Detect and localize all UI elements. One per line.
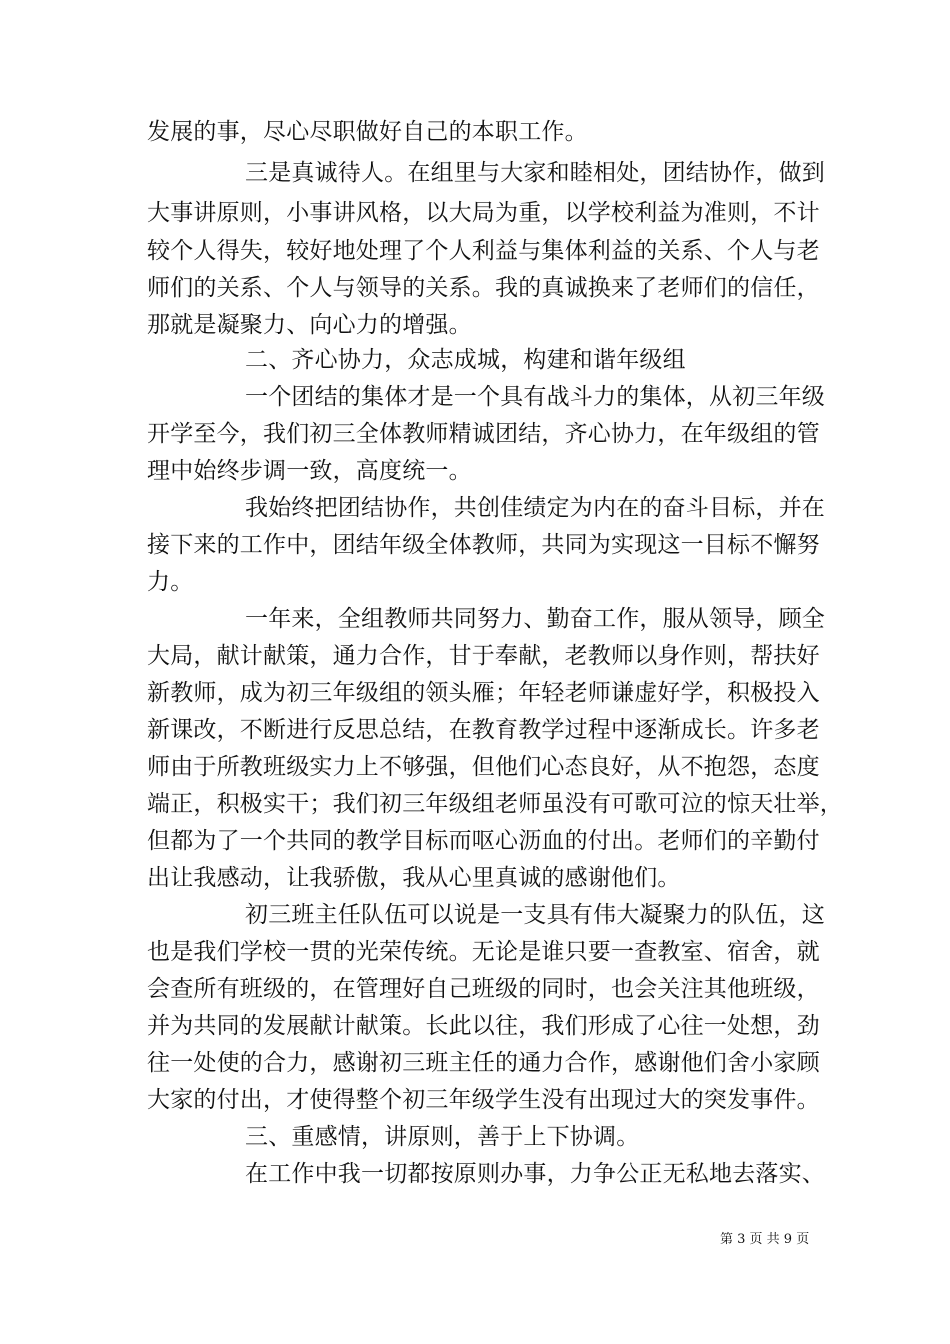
text-line: 一年来，全组教师共同努力、勤奋工作，服从领导，顾全 (245, 606, 825, 632)
text-line: 师由于所教班级实力上不够强，但他们心态良好，从不抱怨，态度 (147, 754, 820, 780)
text-line: 力。 (147, 569, 194, 595)
text-line: 初三班主任队伍可以说是一支具有伟大凝聚力的队伍，这 (245, 902, 825, 928)
text-line: 大局，献计献策，通力合作，甘于奉献，老教师以身作则，帮扶好 (147, 643, 820, 669)
text-line: 并为共同的发展献计献策。长此以往，我们形成了心往一处想，劲 (147, 1013, 820, 1039)
text-line: 一个团结的集体才是一个具有战斗力的集体，从初三年级 (245, 384, 825, 410)
text-line: 新教师，成为初三年级组的领头雁；年轻老师谦虚好学，积极投入 (147, 680, 820, 706)
text-line: 三是真诚待人。在组里与大家和睦相处，团结协作，做到 (245, 160, 825, 186)
text-line: 发展的事，尽心尽职做好自己的本职工作。 (147, 119, 588, 145)
text-line: 端正，积极实干；我们初三年级组老师虽没有可歌可泣的惊天壮举， (147, 791, 843, 817)
text-line: 大事讲原则，小事讲风格，以大局为重，以学校利益为准则，不计 (147, 200, 820, 226)
text-line: 我始终把团结协作，共创佳绩定为内在的奋斗目标，并在 (245, 495, 825, 521)
section-heading: 三、重感情，讲原则，善于上下协调。 (245, 1124, 640, 1150)
text-line: 在工作中我一切都按原则办事，力争公正无私地去落实、 (245, 1161, 825, 1187)
text-line: 但都为了一个共同的教学目标而呕心沥血的付出。老师们的辛勤付 (147, 828, 820, 854)
section-heading: 二、齐心协力，众志成城，构建和谐年级组 (245, 347, 686, 373)
text-line: 往一处使的合力，感谢初三班主任的通力合作，感谢他们舍小家顾 (147, 1050, 820, 1076)
text-line: 也是我们学校一贯的光荣传统。无论是谁只要一查教室、宿舍，就 (147, 939, 820, 965)
text-line: 接下来的工作中，团结年级全体教师，共同为实现这一目标不懈努 (147, 532, 820, 558)
text-line: 出让我感动，让我骄傲，我从心里真诚的感谢他们。 (147, 865, 681, 891)
text-line: 会查所有班级的，在管理好自己班级的同时，也会关注其他班级， (147, 976, 820, 1002)
text-line: 新课改，不断进行反思总结，在教育教学过程中逐渐成长。许多老 (147, 717, 820, 743)
text-line: 开学至今，我们初三全体教师精诚团结，齐心协力，在年级组的管 (147, 421, 820, 447)
page-number-footer: 第 3 页 共 9 页 (720, 1232, 810, 1247)
text-line: 理中始终步调一致，高度统一。 (147, 458, 472, 484)
text-line: 师们的关系、个人与领导的关系。我的真诚换来了老师们的信任， (147, 275, 820, 301)
text-line: 较个人得失，较好地处理了个人利益与集体利益的关系、个人与老 (147, 238, 820, 264)
text-line: 那就是凝聚力、向心力的增强。 (147, 312, 472, 338)
text-line: 大家的付出，才使得整个初三年级学生没有出现过大的突发事件。 (147, 1087, 820, 1113)
